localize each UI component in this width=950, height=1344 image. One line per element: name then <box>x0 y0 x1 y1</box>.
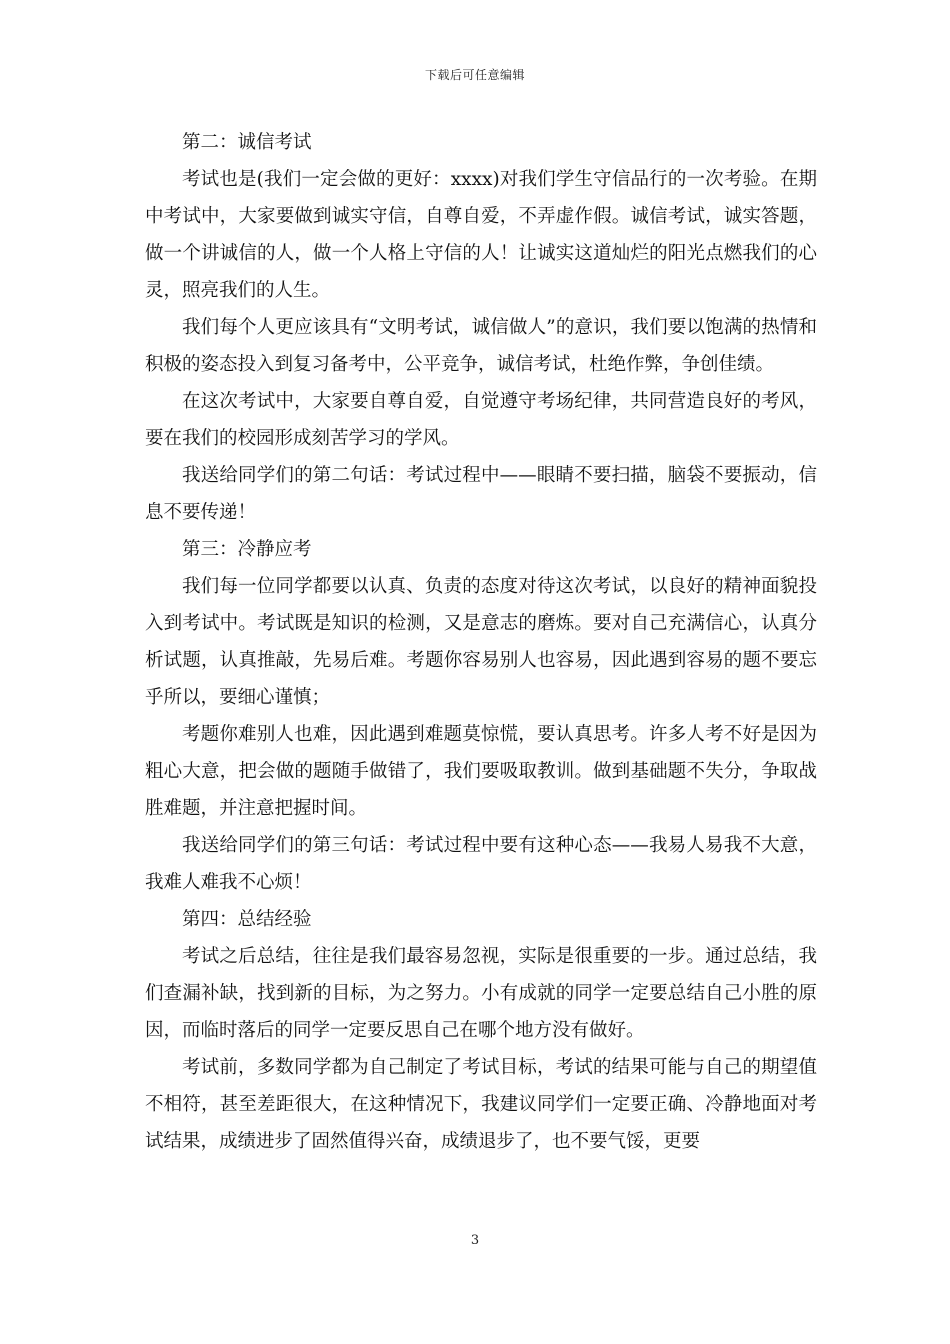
paragraph: 考题你难别人也难，因此遇到难题莫惊慌，要认真思考。许多人考不好是因为粗心大意，把会做的题随手做错了，我们要吸取教训。做到基础题不失分，争取战胜难题，并注意把握时间。 <box>145 724 817 819</box>
paragraph: 考试前，多数同学都为自己制定了考试目标，考试的结果可能与自己的期望值不相符，甚至差距很大，在这种情况下，我建议同学们一定要正确、冷静地面对考试结果，成绩进步了固然值得兴奋，成绩退步了，也不要气馁，更要 <box>145 1057 817 1152</box>
paragraph: 我们每一位同学都要以认真、负责的态度对待这次考试，以良好的精神面貌投入到考试中。考试既是知识的检测，又是意志的磨炼。要对自己充满信心，认真分析试题，认真推敲，先易后难。考题你容易别人也容易，因此遇到容易的题不要忘乎所以，要细心谨慎； <box>145 576 817 708</box>
section-heading-summary: 第四：总结经验 <box>182 909 312 930</box>
paragraph: 在这次考试中，大家要自尊自爱，自觉遵守考场纪律，共同营造良好的考风，要在我们的校园形成刻苦学习的学风。 <box>145 391 817 449</box>
paragraph: 考试也是(我们一定会做的更好：xxxx)对我们学生守信品行的一次考验。在期中考试中，大家要做到诚实守信，自尊自爱，不弄虚作假。诚信考试，诚实答题，做一个讲诚信的人，做一个人格上守信的人！让诚实这道灿烂的阳光点燃我们的心灵，照亮我们的人生。 <box>145 169 817 301</box>
paragraph: 考试之后总结，往往是我们最容易忽视，实际是很重要的一步。通过总结，我们查漏补缺，找到新的目标，为之努力。小有成就的同学一定要总结自己小胜的原因，而临时落后的同学一定要反思自己在哪个地方没有做好。 <box>145 946 817 1041</box>
page-number: 3 <box>470 1233 480 1248</box>
section-heading-calm: 第三：冷静应考 <box>182 539 312 560</box>
document-body <box>145 124 817 1160</box>
section-heading-integrity: 第二：诚信考试 <box>182 132 312 153</box>
page-header: 下载后可任意编辑 <box>424 68 525 82</box>
paragraph: 我送给同学们的第三句话：考试过程中要有这种心态——我易人易我不大意，我难人难我不心烦！ <box>145 835 817 893</box>
paragraph: 我们每个人更应该具有“文明考试，诚信做人”的意识，我们要以饱满的热情和积极的姿态投入到复习备考中，公平竞争，诚信考试，杜绝作弊，争创佳绩。 <box>145 317 817 375</box>
paragraph: 我送给同学们的第二句话：考试过程中——眼睛不要扫描，脑袋不要振动，信息不要传递！ <box>145 465 817 523</box>
